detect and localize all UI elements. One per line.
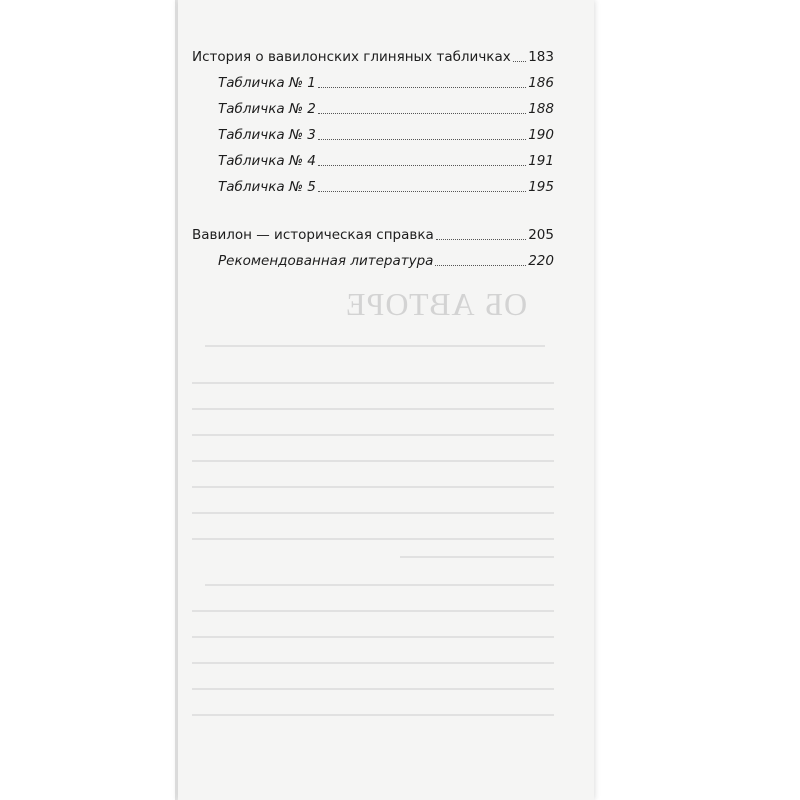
toc-entry <box>218 72 554 92</box>
toc-entry-title: Табличка № 3 <box>218 127 316 143</box>
toc-entry-page: 186 <box>528 75 554 91</box>
toc-entry <box>192 46 554 66</box>
dot-leader <box>513 61 526 62</box>
toc-entry-title: Рекомендованная литература <box>218 253 434 269</box>
toc-entry-page: 195 <box>528 179 554 195</box>
book-page <box>178 0 594 800</box>
toc-entry-page: 205 <box>528 227 554 243</box>
toc-entry <box>218 176 554 196</box>
toc-entry-page: 188 <box>528 101 554 117</box>
toc-entry <box>218 124 554 144</box>
toc-entry-title: Табличка № 5 <box>218 179 316 195</box>
toc-entry-page: 220 <box>528 253 554 269</box>
dot-leader <box>436 239 526 240</box>
bleed-through-heading: ОБ АВТОРЕ <box>345 286 528 322</box>
toc-entry-page: 190 <box>528 127 554 143</box>
dot-leader <box>318 113 526 114</box>
dot-leader <box>318 87 526 88</box>
toc-entry <box>218 250 554 270</box>
toc-entry <box>218 150 554 170</box>
toc-entry <box>218 98 554 118</box>
dot-leader <box>318 139 526 140</box>
toc-entry-page: 183 <box>528 49 554 65</box>
dot-leader <box>318 165 526 166</box>
toc-entry-title: Вавилон — историческая справка <box>192 227 434 243</box>
toc-entry-title: Табличка № 1 <box>218 75 316 91</box>
toc-entry-page: 191 <box>528 153 554 169</box>
toc-entry-title: История о вавилонских глиняных табличках <box>192 49 511 65</box>
toc-entry-title: Табличка № 4 <box>218 153 316 169</box>
dot-leader <box>435 265 526 266</box>
toc-entry <box>192 224 554 244</box>
dot-leader <box>318 191 526 192</box>
toc-entry-title: Табличка № 2 <box>218 101 316 117</box>
